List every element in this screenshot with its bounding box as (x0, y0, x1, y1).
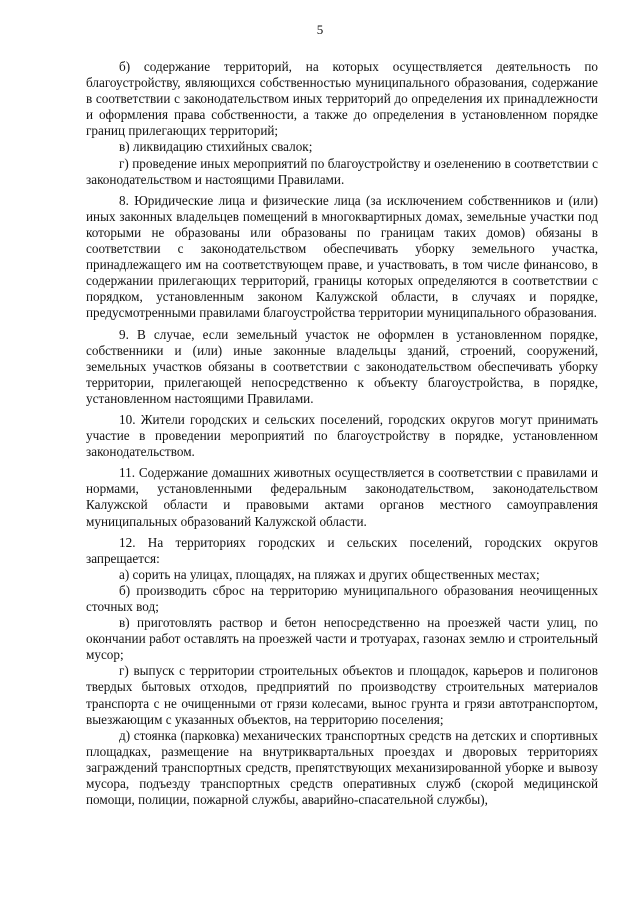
paragraph-12g: г) выпуск с территории строительных объектов и площадок, карьеров и полигонов твердых бытовых отходов, предприятий по производству строительных материалов транспорта с не очищенными от грязи колесами, вынос грунта и грязи автотранспортом, выезжающим с указанных объектов, на территорию поселения; (86, 663, 598, 727)
paragraph-10: 10. Жители городских и сельских поселений, городских округов могут принимать участие в проведении мероприятий по благоустройству в порядке, установленном законодательством. (86, 411, 598, 460)
paragraph-8: 8. Юридические лица и физические лица (за исключением собственников и (или) иных законных владельцев помещений в многоквартирных домах, земельные участки под которыми не образованы или образованы по границам таких домов) обязаны в соответствии с законодательством обеспечивать уборку земельного участка, принадлежащего им на соответствующем праве, и участвовать, в том числе финансово, в содержании прилегающих территорий, границы которых определяются в соответствии с порядком, установленным законом Калужской области, в случаях и порядке, предусмотренными правилами благоустройства территории муниципального образования. (86, 192, 598, 321)
document-body (86, 59, 598, 808)
paragraph-12b: б) производить сброс на территорию муниципального образования неочищенных сточных вод; (86, 582, 598, 614)
paragraph-12v: в) приготовлять раствор и бетон непосредственно на проезжей части улиц, по окончании работ оставлять на проезжей части и тротуарах, газонах землю и строительный мусор; (86, 615, 598, 663)
paragraph-12a: а) сорить на улицах, площадях, на пляжах и других общественных местах; (119, 566, 540, 582)
paragraph-b-content: б) содержание территорий, на которых осуществляется деятельность по благоустройству, являющихся собственностью муниципального образования, содержание в соответствии с законодательством иных территорий до определения их принадлежности и оформления права собственности, а также до определения в установленном порядке границ прилегающих территорий; (86, 59, 598, 139)
paragraph-v-dumps: в) ликвидацию стихийных свалок; (119, 139, 313, 155)
paragraph-11: 11. Содержание домашних животных осуществляется в соответствии с правилами и нормами, установленными федеральным законодательством, законодательством Калужской области и правовыми актами органов местного самоуправления муниципальных образований Калужской области. (86, 465, 598, 529)
paragraph-g-other: г) проведение иных мероприятий по благоустройству и озеленению в соответствии с законодательством и настоящими Правилами. (86, 155, 598, 187)
paragraph-12: 12. На территориях городских и сельских поселений, городских округов запрещается: (86, 534, 598, 566)
page-number: 5 (316, 22, 324, 37)
paragraph-12d: д) стоянка (парковка) механических транспортных средств на детских и спортивных площадках, размещение на внутриквартальных проездах и дворовых территориях заграждений транспортных средств, препятствующих механизированной уборке и вывозу мусора, подъезду транспортных средств оперативных служб (скорой медицинской помощи, полиции, пожарной службы, аварийно-спасательной службы), (86, 727, 598, 808)
paragraph-9: 9. В случае, если земельный участок не оформлен в установленном порядке, собственники и (или) иные законные владельцы зданий, строений, сооружений, земельных участков обязаны в соответствии с законодательством обеспечивать уборку территории, прилегающей непосредственно к объекту благоустройства, в порядке, установленном настоящими Правилами. (86, 326, 598, 406)
